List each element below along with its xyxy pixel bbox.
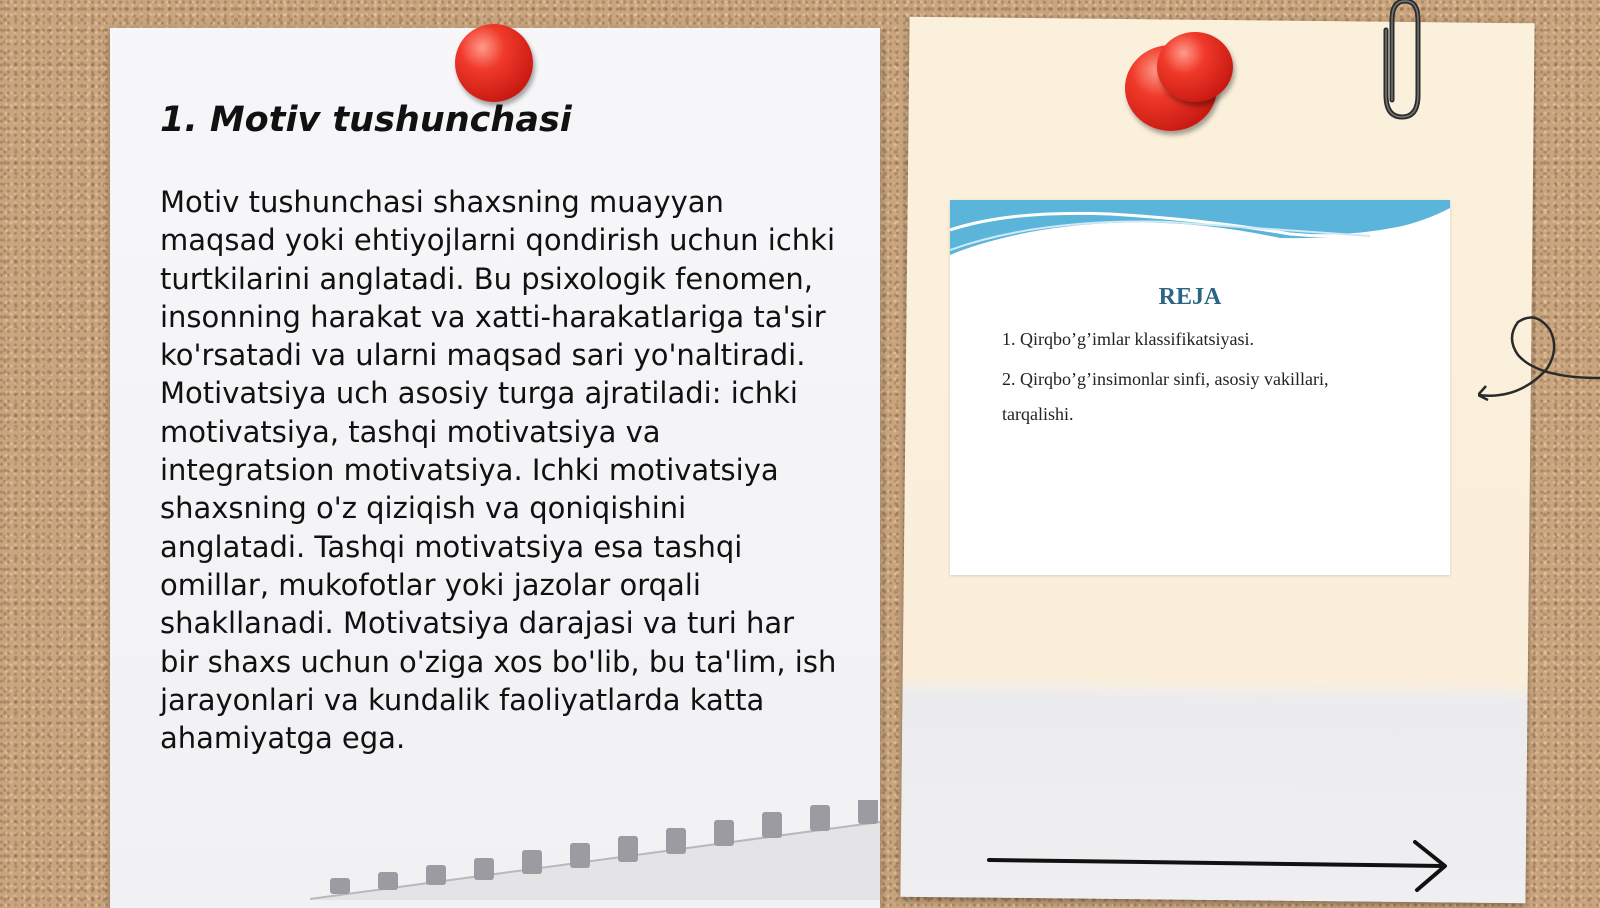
loop-arrow-doodle: [1478, 310, 1600, 410]
red-pushpin-right-front: [1157, 32, 1233, 102]
note-heading: 1. Motiv tushunchasi: [160, 100, 572, 140]
paperclip-icon: [1368, 0, 1428, 125]
slide-wave-banner: [950, 200, 1450, 270]
red-pushpin-left: [455, 24, 533, 102]
slide-list-item: 1. Qirqbo’g’imlar klassifikatsiyasi.: [1002, 329, 1254, 349]
slide-title: REJA: [1158, 284, 1222, 310]
right-arrow-icon: [985, 838, 1450, 898]
note-body-text: Motiv tushunchasi shaxsning muayyan maqsad yoki ehtiyojlarni qondirish uchun ichki turtkilarini anglatadi. Bu psixologik fenomen, insonning harakat va xatti-harakatlariga ta'sir ko'rsatadi va ularni maqsad sari yo'naltiradi. Motivatsiya uch asosiy turga ajratiladi: ichki motivatsiya, tashqi motivatsiya va integratsion motivatsiya. Ichki motivatsiya shaxsning o'z qiziqish va qoniqishini anglatadi. Tashqi motivatsiya esa tashqi omillar, mukofotlar yoki jazolar orqali shakllanadi. Motivatsiya darajasi va turi har bir shaxs uchun o'ziga xos bo'lib, bu ta'lim, ish jarayonlari va kundalik faoliyatlarda katta ahamiyatga ega.: [160, 185, 837, 756]
slide-list-item: 2. Qirqbo’g’insimonlar sinfi, asosiy vakillari, tarqalishi.: [1002, 369, 1329, 424]
slide-thumbnail: [950, 200, 1450, 575]
ruler-strip-decoration: [310, 800, 880, 900]
